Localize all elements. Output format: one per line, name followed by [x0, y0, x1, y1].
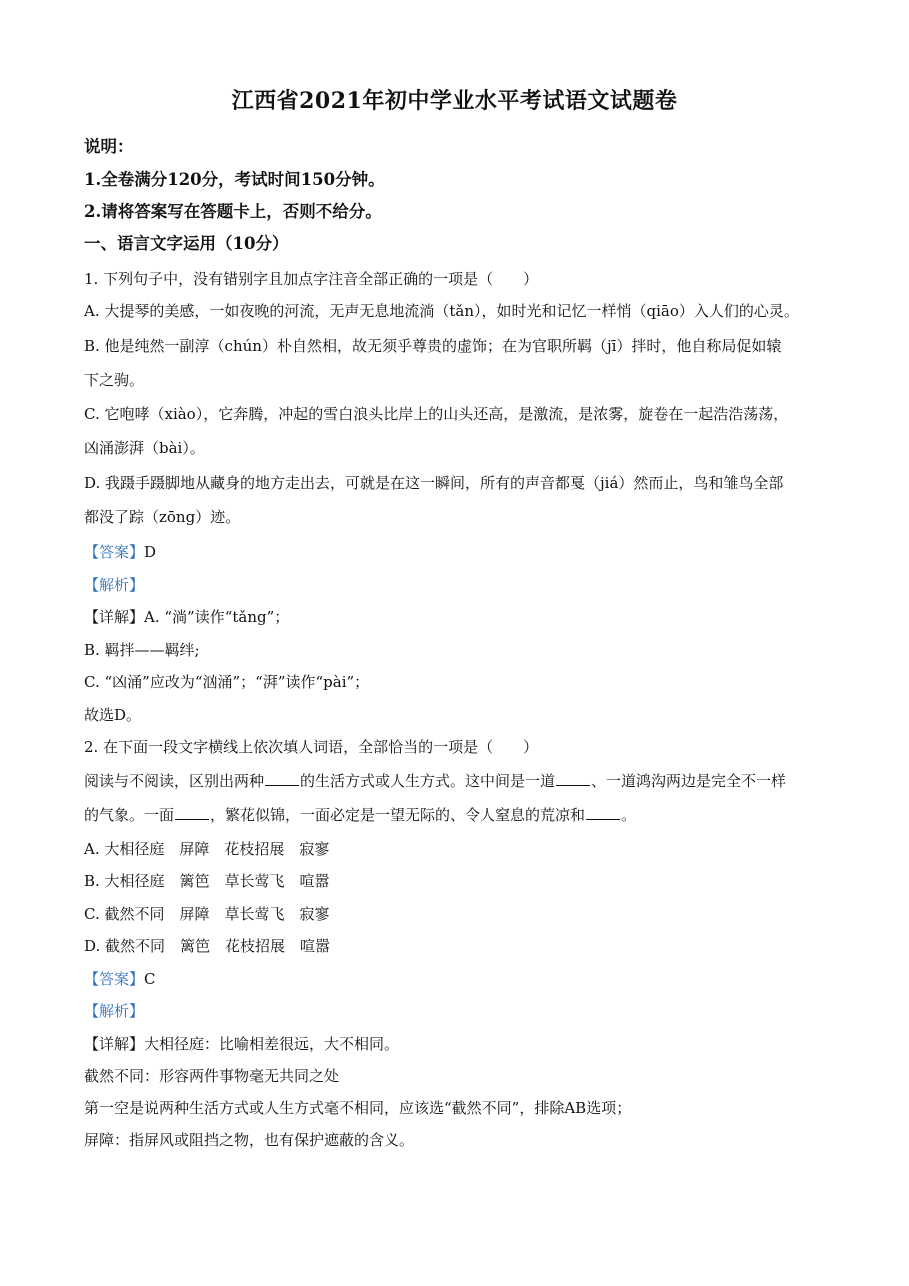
question-1-detail-3: C. “凶涌”应改为“汹涌”；“湃”读作“pài”；	[84, 673, 370, 691]
passage-text: 。	[621, 806, 637, 824]
instruction-item-2: 2.请将答案写在答题卡上，否则不给分。	[84, 202, 382, 221]
passage-text: 、一道鸿沟两边是完全不一样	[591, 772, 787, 790]
question-1-option-b: B. 他是纯然一副淳（chún）朴自然相，故无须乎尊贵的虚饰；在为官职所羁（jī）拌时，他自称局促如辕	[84, 337, 782, 355]
question-2-passage-2	[84, 805, 854, 825]
detail-text: A. “淌”读作“tǎng”；	[144, 608, 290, 626]
question-1-detail-2: B. 羁拌——羁绊;	[84, 641, 200, 659]
passage-text: 阅读与不阅读，区别出两种	[84, 772, 265, 790]
question-1-detail-1	[84, 607, 854, 627]
detail-text: 大相径庭：比喻相差很远，大不相同。	[144, 1035, 400, 1053]
passage-text: 的生活方式或人生方式。这中间是一道	[300, 772, 556, 790]
question-2-detail-4: 屏障：指屏风或阻挡之物，也有保护遮蔽的含义。	[84, 1131, 415, 1149]
question-2-detail-2: 截然不同：形容两件事物毫无共同之处	[84, 1067, 340, 1085]
fill-blank-1	[265, 771, 299, 786]
passage-text: ，繁花似锦，一面必定是一望无际的、令人窒息的荒凉和	[210, 806, 586, 824]
question-1-analysis-tag: 【解析】	[84, 576, 145, 594]
question-2-passage-1	[84, 771, 854, 791]
question-1-answer	[84, 542, 854, 562]
question-1-option-c: C. 它咆哮（xiào），它奔腾，冲起的雪白浪头比岸上的山头还高，是激流，是浓雾，旋卷在一起浩浩荡荡，	[84, 405, 789, 423]
question-2-option-d: D. 截然不同 篱笆 花枝招展 喧嚣	[84, 937, 331, 955]
question-1-option-c-cont: 凶涌澎湃（bài）。	[84, 439, 205, 457]
question-1-option-d-cont: 都没了踪（zōng）迹。	[84, 508, 241, 526]
answer-tag: 【答案】	[84, 970, 145, 988]
fill-blank-4	[586, 805, 620, 820]
answer-tag: 【答案】	[84, 543, 145, 561]
question-2-detail-1	[84, 1034, 854, 1054]
question-2-answer	[84, 969, 854, 989]
question-2-analysis-tag: 【解析】	[84, 1002, 145, 1020]
question-1-option-a: A. 大提琴的美感，一如夜晚的河流，无声无息地流淌（tǎn），如时光和记忆一样悄（qiāo）入人们的心灵。	[84, 302, 799, 320]
question-1-stem: 1. 下列句子中，没有错别字且加点字注音全部正确的一项是（ ）	[84, 270, 539, 288]
fill-blank-3	[175, 805, 209, 820]
detail-tag: 【详解】	[84, 608, 145, 626]
answer-value: C	[144, 970, 156, 988]
section-heading: 一、语言文字运用（10分）	[84, 234, 289, 253]
answer-value: D	[144, 543, 157, 561]
passage-text: 的气象。一面	[84, 806, 175, 824]
instruction-item-1: 1.全卷满分120分，考试时间150分钟。	[84, 170, 385, 189]
fill-blank-2	[556, 771, 590, 786]
question-2-option-c: C. 截然不同 屏障 草长莺飞 寂寥	[84, 905, 330, 923]
question-2-detail-3: 第一空是说两种生活方式或人生方式毫不相同，应该选“截然不同”，排除AB选项；	[84, 1099, 632, 1117]
question-1-detail-4: 故选D。	[84, 706, 142, 724]
question-2-option-a: A. 大相径庭 屏障 花枝招展 寂寥	[84, 840, 330, 858]
question-1-option-b-cont: 下之驹。	[84, 371, 145, 389]
question-2-option-b: B. 大相径庭 篱笆 草长莺飞 喧嚣	[84, 872, 330, 890]
question-2-stem: 2. 在下面一段文字横线上依次填人词语，全部恰当的一项是（ ）	[84, 738, 539, 756]
detail-tag: 【详解】	[84, 1035, 145, 1053]
document-title: 江西省2021年初中学业水平考试语文试题卷	[231, 88, 678, 114]
question-1-option-d: D. 我蹑手蹑脚地从藏身的地方走出去，可就是在这一瞬间，所有的声音都戛（jiá）然而止，鸟和雏鸟全部	[84, 474, 784, 492]
instructions-heading: 说明：	[84, 137, 134, 156]
